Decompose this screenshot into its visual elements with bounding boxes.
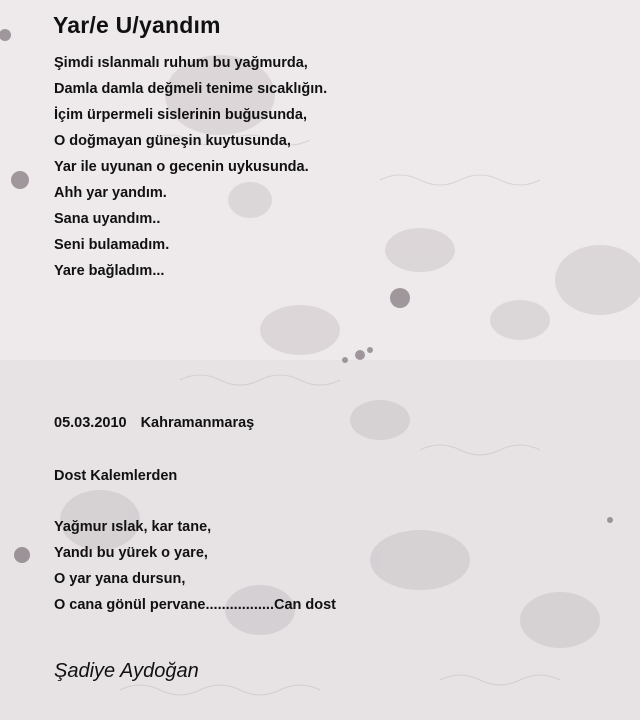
dedication: Dost Kalemlerden xyxy=(54,468,178,484)
poem-line: O yar yana dursun, xyxy=(54,571,186,587)
poem-line: Seni bulamadım. xyxy=(54,237,170,253)
poem-line: O cana gönül pervane.................Can dost xyxy=(54,597,336,613)
poem-line: O doğmayan güneşin kuytusunda, xyxy=(54,133,291,149)
poem-line: Sana uyandım.. xyxy=(54,211,161,227)
poem-line: Yar ile uyunan o gecenin uykusunda. xyxy=(54,159,309,175)
poem-author: Şadiye Aydoğan xyxy=(54,660,199,682)
poem-line: Yağmur ıslak, kar tane, xyxy=(54,519,212,535)
poem-line: Damla damla değmeli tenime sıcaklığın. xyxy=(54,81,328,97)
poem-line: Yandı bu yürek o yare, xyxy=(54,545,208,561)
poem-title: Yar/e U/yandım xyxy=(53,12,221,38)
poem-place: Kahramanmaraş xyxy=(140,415,255,431)
poem-line: Ahh yar yandım. xyxy=(54,185,167,201)
poem-line: İçim ürpermeli sislerinin buğusunda, xyxy=(54,107,307,123)
date-place-line xyxy=(54,415,254,431)
poem-line: Yare bağladım... xyxy=(54,263,165,279)
poem-date: 05.03.2010 xyxy=(54,415,127,431)
poem-line: Şimdi ıslanmalı ruhum bu yağmurda, xyxy=(54,55,308,71)
